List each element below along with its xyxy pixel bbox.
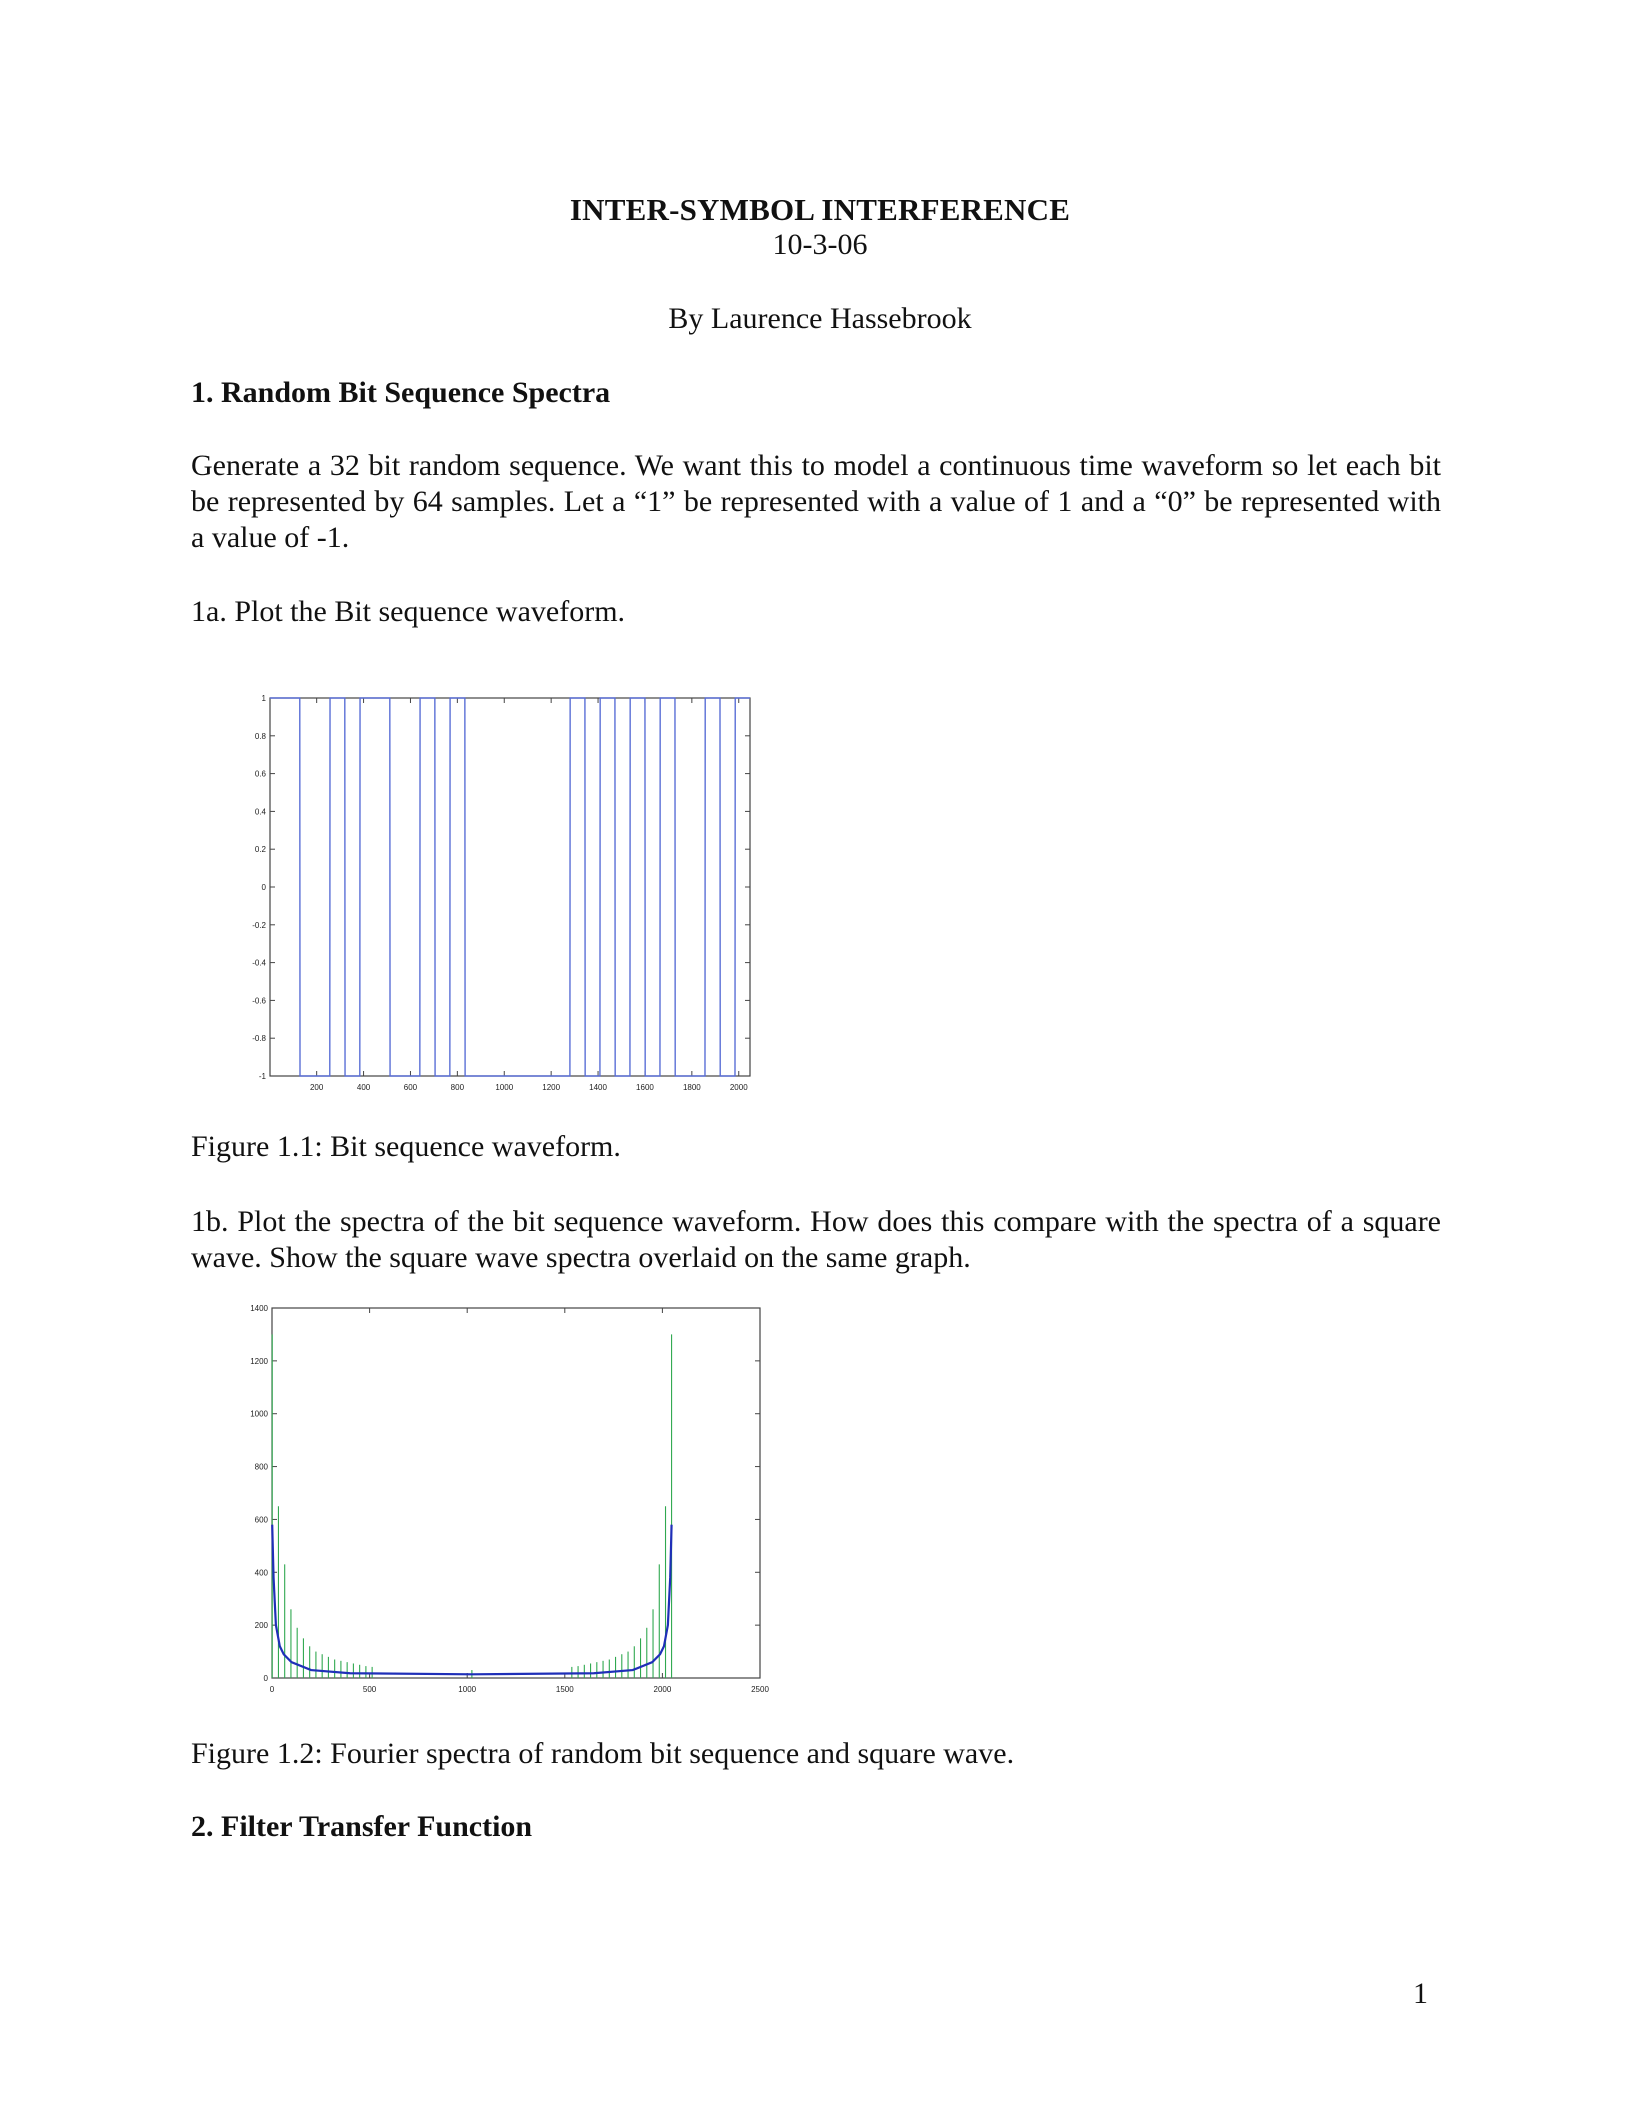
x-tick-label: 600 bbox=[403, 1083, 418, 1092]
y-tick-label: 1400 bbox=[250, 1304, 268, 1313]
task-1a: 1a. Plot the Bit sequence waveform. bbox=[191, 595, 626, 628]
page-number: 1 bbox=[1413, 1977, 1428, 2010]
x-tick-label: 1400 bbox=[589, 1083, 607, 1092]
y-tick-label: 0.4 bbox=[254, 807, 266, 817]
fourier-spectra-chart bbox=[232, 1300, 772, 1700]
x-tick-label: 400 bbox=[356, 1083, 371, 1092]
x-tick-label: 1000 bbox=[458, 1685, 477, 1694]
plot-frame bbox=[272, 1308, 760, 1678]
y-tick-label: -0.6 bbox=[252, 996, 266, 1006]
y-tick-label: 800 bbox=[254, 1462, 268, 1472]
y-tick-label: 0.8 bbox=[254, 731, 266, 741]
y-tick-label: -0.8 bbox=[252, 1034, 266, 1044]
y-tick-label: -0.2 bbox=[252, 920, 266, 930]
x-tick-label: 2000 bbox=[729, 1083, 748, 1092]
bit-waveform-line bbox=[270, 698, 750, 1076]
document-title: INTER-SYMBOL INTERFERENCE bbox=[569, 192, 1071, 227]
y-tick-label: 400 bbox=[254, 1568, 268, 1578]
document-date: 10-3-06 bbox=[772, 228, 868, 261]
section-1-intro: Generate a 32 bit random sequence. We want this to model a continuous time waveform so let each bit be represented by 64 samples. Let a “1” be represented with a value of 1 and a “0” be represented with a value of -1. bbox=[191, 449, 1441, 554]
x-tick-label: 1200 bbox=[542, 1083, 561, 1092]
x-tick-label: 1500 bbox=[555, 1685, 574, 1694]
section-1-heading: 1. Random Bit Sequence Spectra bbox=[191, 376, 611, 409]
y-tick-label: 200 bbox=[254, 1621, 268, 1631]
figure-1-1-caption: Figure 1.1: Bit sequence waveform. bbox=[191, 1130, 621, 1163]
document-author: By Laurence Hassebrook bbox=[668, 302, 972, 335]
y-tick-label: -1 bbox=[258, 1072, 266, 1081]
y-tick-label: 0 bbox=[263, 1674, 268, 1683]
x-tick-label: 1000 bbox=[495, 1083, 514, 1092]
x-tick-label: 200 bbox=[309, 1083, 324, 1092]
y-tick-label: 0.2 bbox=[254, 845, 266, 855]
x-tick-label: 0 bbox=[269, 1685, 275, 1694]
y-tick-label: 1 bbox=[261, 694, 266, 703]
task-1b: 1b. Plot the spectra of the bit sequence waveform. How does this compare with the spectra of a square wave. Show the square wave spectra overlaid on the same graph. bbox=[191, 1205, 1441, 1274]
y-tick-label: 0 bbox=[261, 883, 266, 892]
section-2-heading: 2. Filter Transfer Function bbox=[191, 1810, 533, 1843]
x-tick-label: 1600 bbox=[636, 1083, 654, 1092]
figure-1-2-caption: Figure 1.2: Fourier spectra of random bit sequence and square wave. bbox=[191, 1737, 1015, 1770]
x-tick-label: 1800 bbox=[682, 1083, 701, 1092]
y-tick-label: 1200 bbox=[250, 1356, 268, 1366]
y-tick-label: 1000 bbox=[250, 1409, 268, 1419]
x-tick-label: 500 bbox=[362, 1685, 377, 1694]
x-tick-label: 2000 bbox=[653, 1685, 672, 1694]
x-tick-label: 2500 bbox=[751, 1685, 769, 1694]
y-tick-label: -0.4 bbox=[252, 958, 266, 968]
y-tick-label: 600 bbox=[254, 1515, 268, 1525]
bit-sequence-spectrum-line bbox=[272, 1525, 671, 1675]
x-tick-label: 800 bbox=[450, 1083, 465, 1092]
plot-frame bbox=[270, 698, 750, 1076]
y-tick-label: 0.6 bbox=[254, 769, 266, 779]
bit-waveform-chart bbox=[240, 690, 760, 1100]
